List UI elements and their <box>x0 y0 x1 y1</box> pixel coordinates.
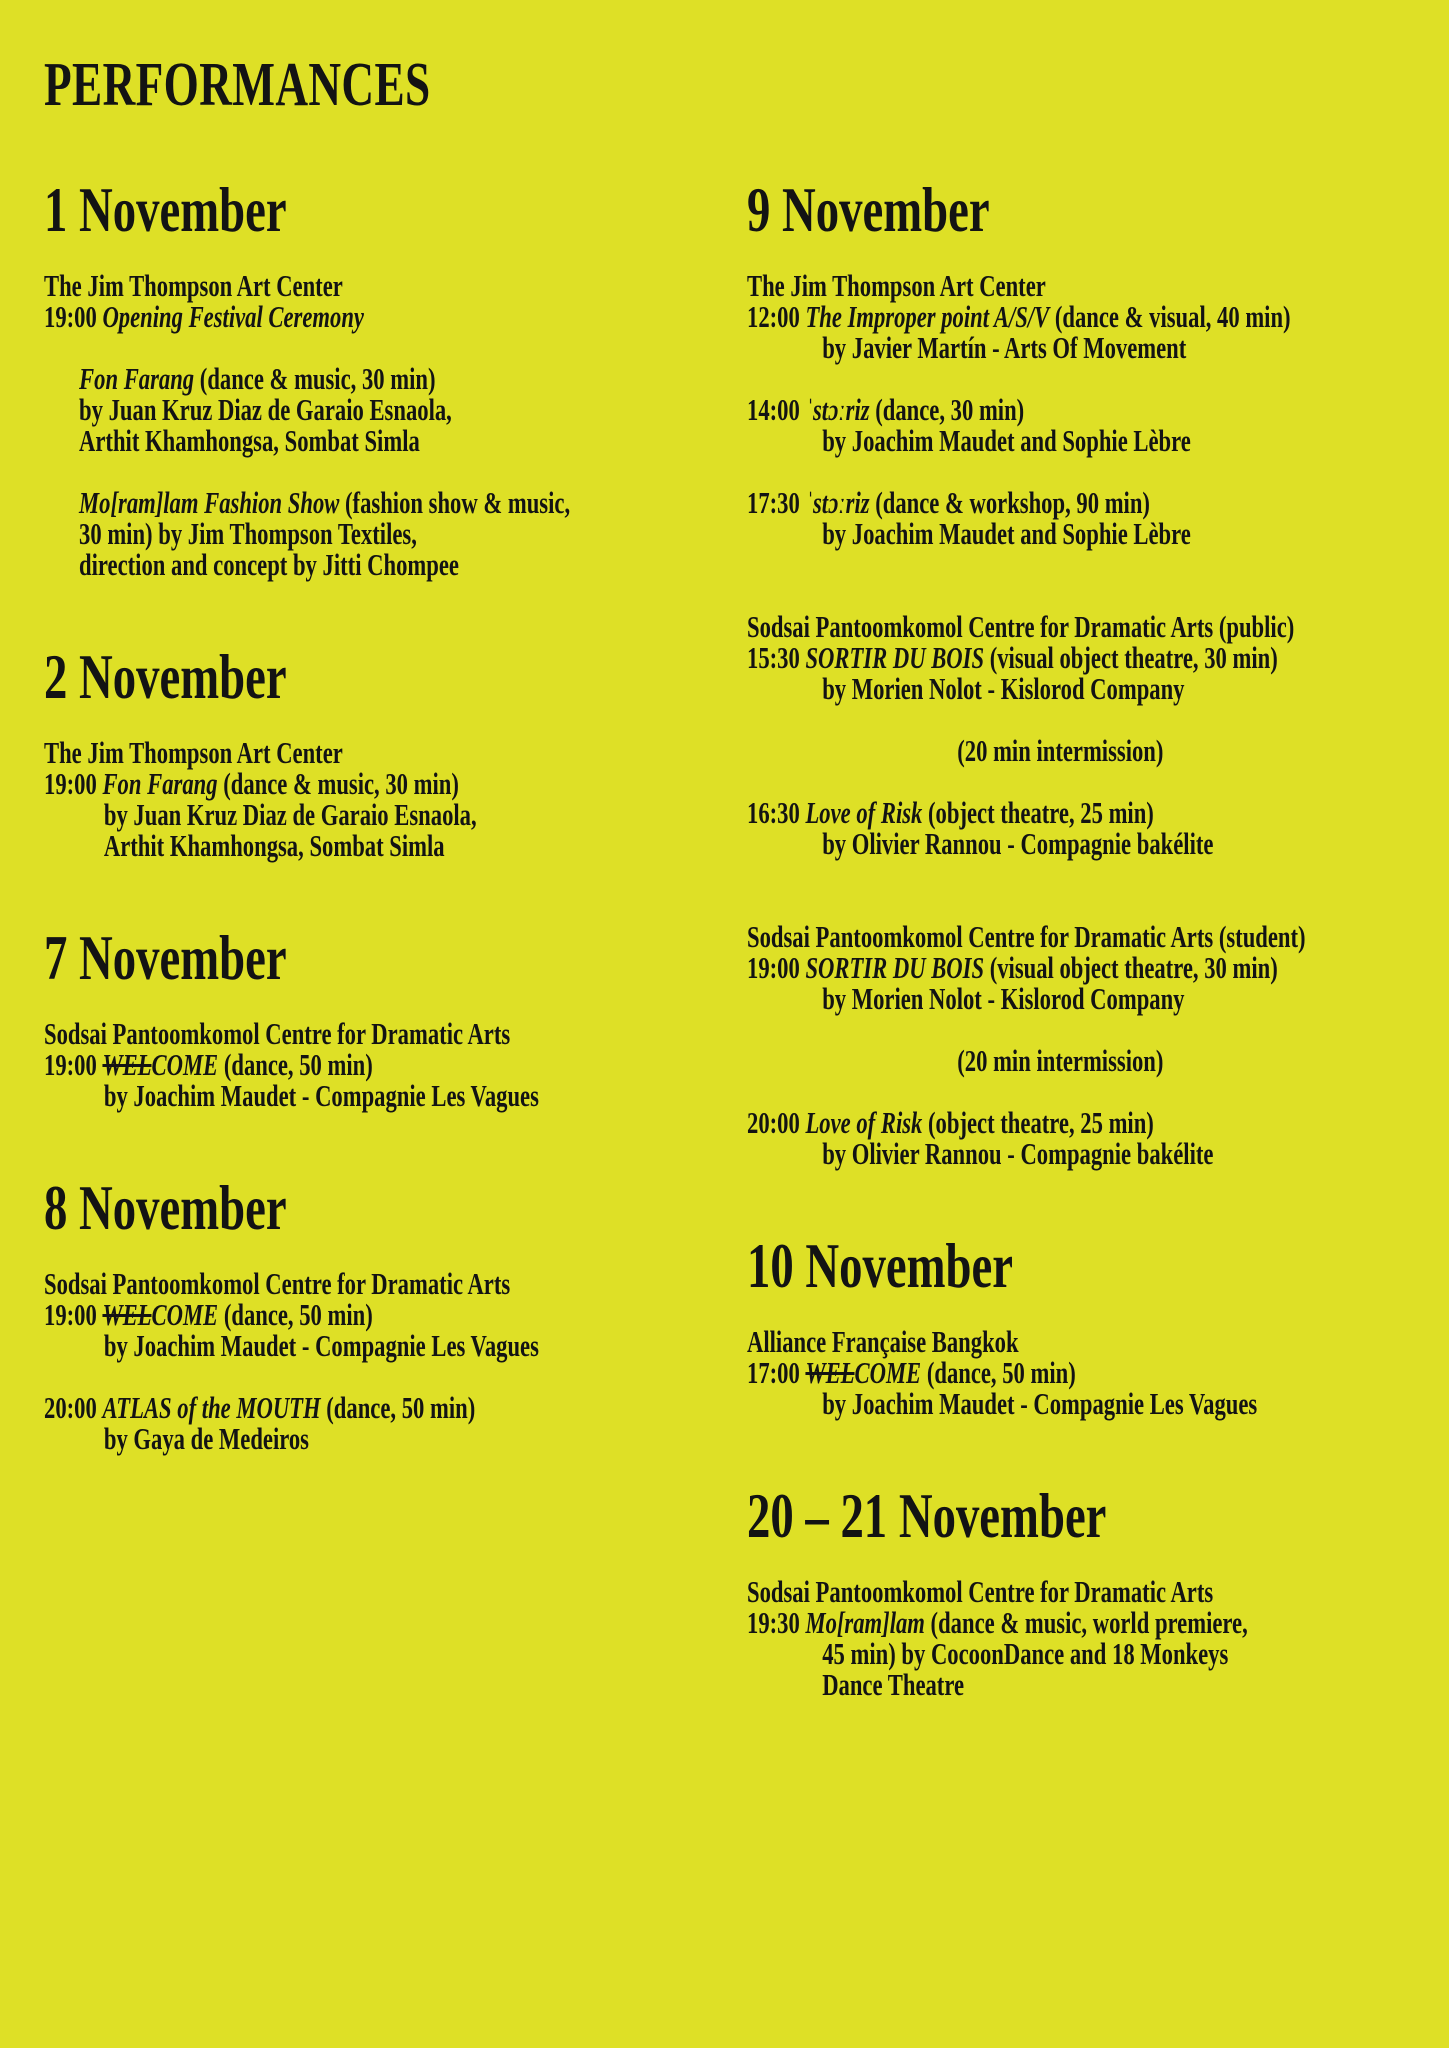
text-segment: (visual object theatre, 30 min) <box>984 640 1278 675</box>
text-segment: (dance & music, world premiere, <box>924 1605 1248 1640</box>
schedule-line <box>747 1638 1258 1669</box>
work-title-segment: COME <box>151 1047 219 1082</box>
schedule-line <box>44 518 701 549</box>
schedule-line <box>747 1326 1258 1357</box>
event-block <box>747 735 1447 766</box>
event-block <box>747 487 1447 549</box>
event-block <box>747 797 1447 859</box>
schedule-line <box>44 830 701 861</box>
work-title-segment: Opening Festival Ceremony <box>102 299 364 334</box>
text-segment: Arthit Khamhongsa, Sombat Simla <box>79 423 420 458</box>
schedule-line <box>747 1138 1258 1169</box>
schedule-line <box>747 828 1258 859</box>
text-segment: by Joachim Maudet - Compagnie Les Vagues <box>103 1328 539 1363</box>
text-segment: 17:30 <box>747 485 806 520</box>
text-segment: (20 min intermission) <box>957 733 1164 768</box>
text-segment: 19:30 <box>747 1605 806 1640</box>
text-segment: The Jim Thompson Art Center <box>44 268 343 303</box>
schedule-line <box>44 549 701 580</box>
schedule-line <box>44 394 701 425</box>
schedule-line <box>747 797 1258 828</box>
schedule-line <box>747 299 1291 334</box>
schedule-line <box>747 332 1258 363</box>
schedule-line <box>44 1049 701 1080</box>
schedule-column-right <box>747 175 1447 1700</box>
text-segment: Dance Theatre <box>822 1667 965 1702</box>
event-block <box>747 394 1447 456</box>
text-segment: (20 min intermission) <box>957 1043 1164 1078</box>
schedule-line <box>747 1576 1258 1607</box>
day-heading: 7 November <box>44 922 287 993</box>
schedule-line <box>747 673 1258 704</box>
text-segment: (dance, 50 min) <box>921 1355 1076 1390</box>
schedule-line <box>44 270 701 301</box>
day-section <box>747 1481 1447 1700</box>
schedule-line <box>747 1669 1258 1700</box>
text-segment: 17:00 <box>747 1355 806 1390</box>
schedule-line <box>44 1392 701 1423</box>
intermission-note <box>747 1045 1258 1076</box>
event-block <box>747 1045 1447 1076</box>
text-segment: (visual object theatre, 30 min) <box>984 950 1278 985</box>
work-title-segment: SORTIR DU BOIS <box>805 640 985 675</box>
schedule-line <box>44 1080 701 1111</box>
work-title-segment: COME <box>151 1297 219 1332</box>
event-block <box>747 270 1447 363</box>
schedule-line <box>747 983 1258 1014</box>
text-segment: by Joachim Maudet and Sophie Lèbre <box>822 516 1191 551</box>
day-heading: 8 November <box>44 1172 287 1243</box>
work-title-segment: Mo[ram]lam Fashion Show <box>79 485 340 520</box>
schedule-line <box>44 1423 701 1454</box>
text-segment: (object theatre, 25 min) <box>922 795 1154 830</box>
text-segment: 19:00 <box>44 1297 103 1332</box>
page-title: PERFORMANCES <box>44 51 431 119</box>
text-segment: 12:00 <box>747 299 806 334</box>
schedule-line <box>747 1388 1258 1419</box>
schedule-line <box>747 609 1295 644</box>
event-block <box>747 1576 1447 1700</box>
text-segment: 19:00 <box>44 766 103 801</box>
event-block <box>747 1326 1447 1419</box>
text-segment: Sodsai Pantoomkomol Centre for Dramatic Arts <box>44 1266 511 1301</box>
work-title-segment: Mo[ram]lam <box>805 1605 925 1640</box>
text-segment: (dance & workshop, 90 min) <box>869 485 1150 520</box>
text-segment: (object theatre, 25 min) <box>922 1105 1154 1140</box>
event-block <box>747 921 1447 1014</box>
day-section <box>747 175 1447 1169</box>
text-segment: 19:00 <box>747 950 806 985</box>
text-segment: 15:30 <box>747 640 806 675</box>
work-title-segment: WEL <box>102 1297 152 1332</box>
work-title-segment: Love of Risk <box>805 795 923 830</box>
text-segment: by Morien Nolot - Kislorod Company <box>822 671 1185 706</box>
text-segment: 19:00 <box>44 299 103 334</box>
schedule-line <box>44 425 701 456</box>
schedule-line <box>44 799 701 830</box>
text-segment: by Morien Nolot - Kislorod Company <box>822 981 1185 1016</box>
day-heading: 20 – 21 November <box>747 1480 1107 1551</box>
schedule-line <box>44 1018 701 1049</box>
day-heading: 1 November <box>44 174 287 245</box>
work-title-segment: WEL <box>805 1355 855 1390</box>
text-segment: Sodsai Pantoomkomol Centre for Dramatic Arts (student) <box>747 919 1306 954</box>
text-segment: Sodsai Pantoomkomol Centre for Dramatic Arts <box>44 1016 511 1051</box>
text-segment: by Juan Kruz Diaz de Garaio Esnaola, <box>79 392 452 427</box>
text-segment: by Olivier Rannou - Compagnie bakélite <box>822 826 1214 861</box>
text-segment: by Joachim Maudet - Compagnie Les Vagues <box>103 1078 539 1113</box>
day-heading: 2 November <box>44 641 287 712</box>
text-segment: by Javier Martín - Arts Of Movement <box>822 330 1187 365</box>
schedule-line <box>747 1107 1258 1138</box>
text-segment: 20:00 <box>747 1105 806 1140</box>
text-segment: 45 min) by CocoonDance and 18 Monkeys <box>822 1636 1229 1671</box>
text-segment: 20:00 <box>44 1390 103 1425</box>
work-title-segment: Love of Risk <box>805 1105 923 1140</box>
text-segment: (dance & music, 30 min) <box>217 766 459 801</box>
text-segment: (dance, 50 min) <box>218 1047 373 1082</box>
day-heading: 9 November <box>747 174 990 245</box>
text-segment: Sodsai Pantoomkomol Centre for Dramatic Arts <box>747 1574 1214 1609</box>
text-segment: Sodsai Pantoomkomol Centre for Dramatic Arts (public) <box>747 609 1295 644</box>
schedule-line <box>44 301 701 332</box>
schedule-line <box>747 487 1258 518</box>
text-segment: The Jim Thompson Art Center <box>747 268 1046 303</box>
text-segment: by Joachim Maudet and Sophie Lèbre <box>822 423 1191 458</box>
text-segment: Alliance Française Bangkok <box>747 1324 1019 1359</box>
text-segment: by Juan Kruz Diaz de Garaio Esnaola, <box>103 797 477 832</box>
text-segment: by Gaya de Medeiros <box>103 1421 309 1456</box>
schedule-line <box>747 950 1278 985</box>
work-title-segment: ATLAS of the MOUTH <box>102 1390 321 1425</box>
day-section <box>747 1231 1447 1419</box>
schedule-line <box>44 1330 701 1361</box>
event-block <box>747 611 1447 704</box>
work-title-segment: ˈstɔːriz <box>805 485 870 520</box>
schedule-line <box>44 487 701 518</box>
text-segment: by Olivier Rannou - Compagnie bakélite <box>822 1136 1214 1171</box>
intermission-note <box>747 735 1258 766</box>
schedule-line <box>747 394 1258 425</box>
event-block <box>747 1107 1447 1169</box>
day-heading: 10 November <box>747 1230 1013 1301</box>
schedule-line <box>747 1357 1258 1388</box>
work-title-segment: The Improper point A/S/V <box>805 299 1050 334</box>
work-title-segment: Fon Farang <box>102 766 218 801</box>
text-segment: The Jim Thompson Art Center <box>44 735 343 770</box>
text-segment: (dance, 50 min) <box>218 1297 373 1332</box>
schedule-line <box>747 919 1306 954</box>
text-segment: 30 min) by Jim Thompson Textiles, <box>79 516 417 551</box>
work-title-segment: ˈstɔːriz <box>805 392 870 427</box>
work-title-segment: WEL <box>102 1047 152 1082</box>
schedule-line <box>747 1607 1258 1638</box>
text-segment: (dance, 50 min) <box>320 1390 476 1425</box>
work-title-segment: SORTIR DU BOIS <box>805 950 985 985</box>
text-segment: (dance, 30 min) <box>869 392 1025 427</box>
schedule-line <box>747 640 1278 675</box>
text-segment: 19:00 <box>44 1047 103 1082</box>
schedule-line <box>44 1268 701 1299</box>
schedule-line <box>747 518 1258 549</box>
schedule-line <box>44 363 701 394</box>
text-segment: (dance & visual, 40 min) <box>1049 299 1291 334</box>
text-segment: 16:30 <box>747 795 806 830</box>
text-segment: (dance & music, 30 min) <box>194 361 436 396</box>
text-segment: Arthit Khamhongsa, Sombat Simla <box>103 828 445 863</box>
schedule-line <box>44 768 701 799</box>
schedule-line <box>44 1299 701 1330</box>
schedule-line <box>747 425 1258 456</box>
text-segment: direction and concept by Jitti Chompee <box>79 547 459 582</box>
text-segment: by Joachim Maudet - Compagnie Les Vagues <box>822 1386 1258 1421</box>
text-segment: (fashion show & music, <box>339 485 571 520</box>
work-title-segment: COME <box>854 1355 922 1390</box>
schedule-line <box>44 737 701 768</box>
schedule-line <box>747 270 1258 301</box>
work-title-segment: Fon Farang <box>79 361 195 396</box>
text-segment: 14:00 <box>747 392 806 427</box>
